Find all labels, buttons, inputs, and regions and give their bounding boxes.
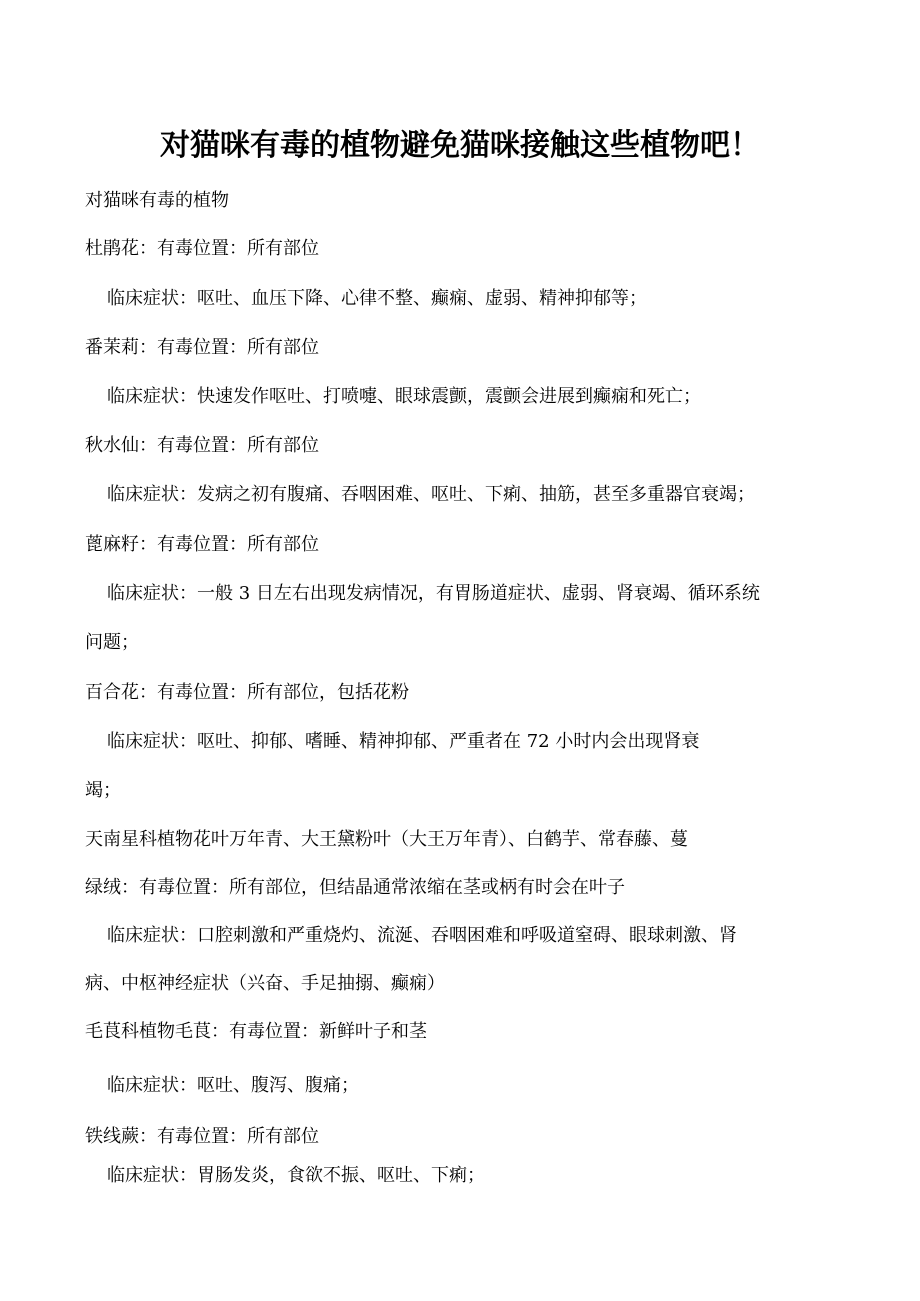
symptom-line: 临床症状：呕吐、腹泻、腹痛； [107,1075,359,1096]
symptom-line: 临床症状：口腔刺激和严重烧灼、流涎、吞咽困难和呼吸道窒碍、眼球刺激、肾 [107,925,737,946]
symptom-line: 临床症状：胃肠发炎，食欲不振、呕吐、下痢； [107,1165,485,1186]
symptom-line: 临床症状：快速发作呕吐、打喷嚏、眼球震颤，震颤会进展到癫痫和死亡； [107,386,701,407]
plant-entry: 杜鹃花：有毒位置：所有部位 [85,238,319,259]
symptom-line: 临床症状：呕吐、抑郁、嗜睡、精神抑郁、严重者在 72 小时内会出现肾衰 [107,731,700,752]
plant-entry-continued: 绿绒：有毒位置：所有部位，但结晶通常浓缩在茎或柄有时会在叶子 [85,877,625,898]
plant-entry: 秋水仙：有毒位置：所有部位 [85,435,319,456]
plant-entry: 天南星科植物花叶万年青、大王黛粉叶（大王万年青）、白鹤芋、常春藤、蔓 [85,829,688,850]
plant-entry: 铁线蕨：有毒位置：所有部位 [85,1126,319,1147]
symptom-line: 临床症状：一般 3 日左右出现发病情况，有胃肠道症状、虚弱、肾衰竭、循环系统 [107,583,760,604]
plant-entry: 毛茛科植物毛茛：有毒位置：新鲜叶子和茎 [85,1021,427,1042]
symptom-line-continued: 竭； [85,780,121,801]
section-heading: 对猫咪有毒的植物 [85,190,229,211]
plant-entry: 百合花：有毒位置：所有部位，包括花粉 [85,682,409,703]
symptom-line-continued: 问题； [85,632,139,653]
symptom-line: 临床症状：发病之初有腹痛、吞咽困难、呕吐、下痢、抽筋，甚至多重器官衰竭； [107,484,755,505]
plant-entry: 蓖麻籽：有毒位置：所有部位 [85,534,319,555]
symptom-line: 临床症状：呕吐、血压下降、心律不整、癫痫、虚弱、精神抑郁等； [107,288,647,309]
document-title: 对猫咪有毒的植物避免猫咪接触这些植物吧！ [160,128,760,163]
symptom-line-continued: 病、中枢神经症状（兴奋、手足抽搦、癫痫） [85,973,445,994]
plant-entry: 番茉莉：有毒位置：所有部位 [85,337,319,358]
